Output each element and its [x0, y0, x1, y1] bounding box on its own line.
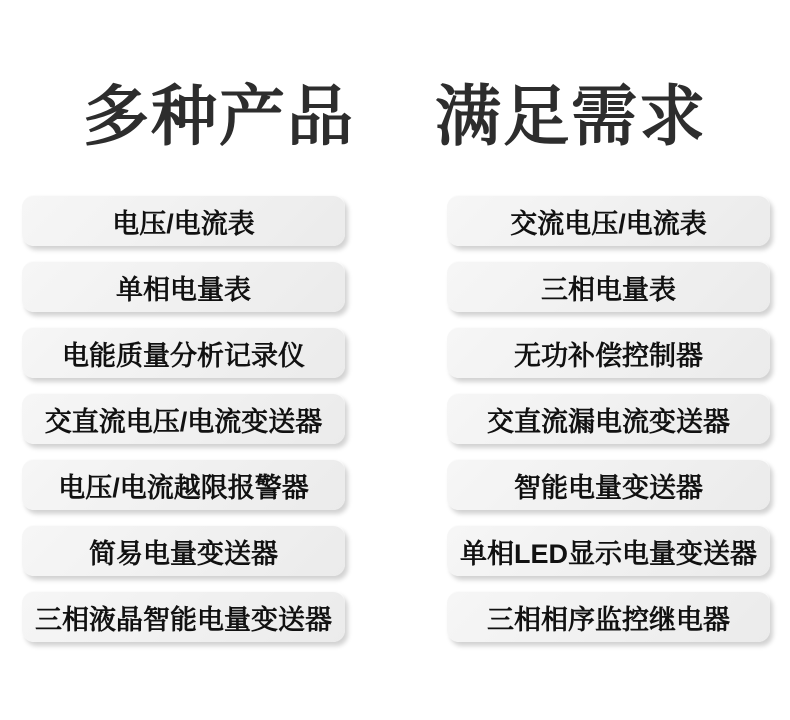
product-button-voltage-current-limit-alarm[interactable]: 电压/电流越限报警器 [22, 459, 345, 510]
title-part-2: 满足需求 [435, 79, 707, 153]
page-title [0, 80, 790, 154]
product-button-single-phase-energy-meter[interactable]: 单相电量表 [22, 261, 345, 312]
product-button-three-phase-energy-meter[interactable]: 三相电量表 [447, 261, 770, 312]
product-button-voltage-current-meter[interactable]: 电压/电流表 [22, 195, 345, 246]
product-button-reactive-power-compensation-controller[interactable]: 无功补偿控制器 [447, 327, 770, 378]
product-button-acdc-leakage-current-transducer[interactable]: 交直流漏电流变送器 [447, 393, 770, 444]
product-column-left [22, 195, 345, 642]
product-button-acdc-voltage-current-transducer[interactable]: 交直流电压/电流变送器 [22, 393, 345, 444]
product-button-simple-energy-transducer[interactable]: 简易电量变送器 [22, 525, 345, 576]
product-button-smart-energy-transducer[interactable]: 智能电量变送器 [447, 459, 770, 510]
product-button-three-phase-sequence-monitoring-relay[interactable]: 三相相序监控继电器 [447, 591, 770, 642]
product-column-right [447, 195, 770, 642]
product-button-power-quality-analyzer-recorder[interactable]: 电能质量分析记录仪 [22, 327, 345, 378]
product-button-grid [22, 195, 770, 642]
product-button-ac-voltage-current-meter[interactable]: 交流电压/电流表 [447, 195, 770, 246]
product-button-single-phase-led-display-energy-transducer[interactable]: 单相LED显示电量变送器 [447, 525, 770, 576]
title-part-1: 多种产品 [83, 79, 355, 153]
product-button-three-phase-lcd-smart-energy-transducer[interactable]: 三相液晶智能电量变送器 [22, 591, 345, 642]
